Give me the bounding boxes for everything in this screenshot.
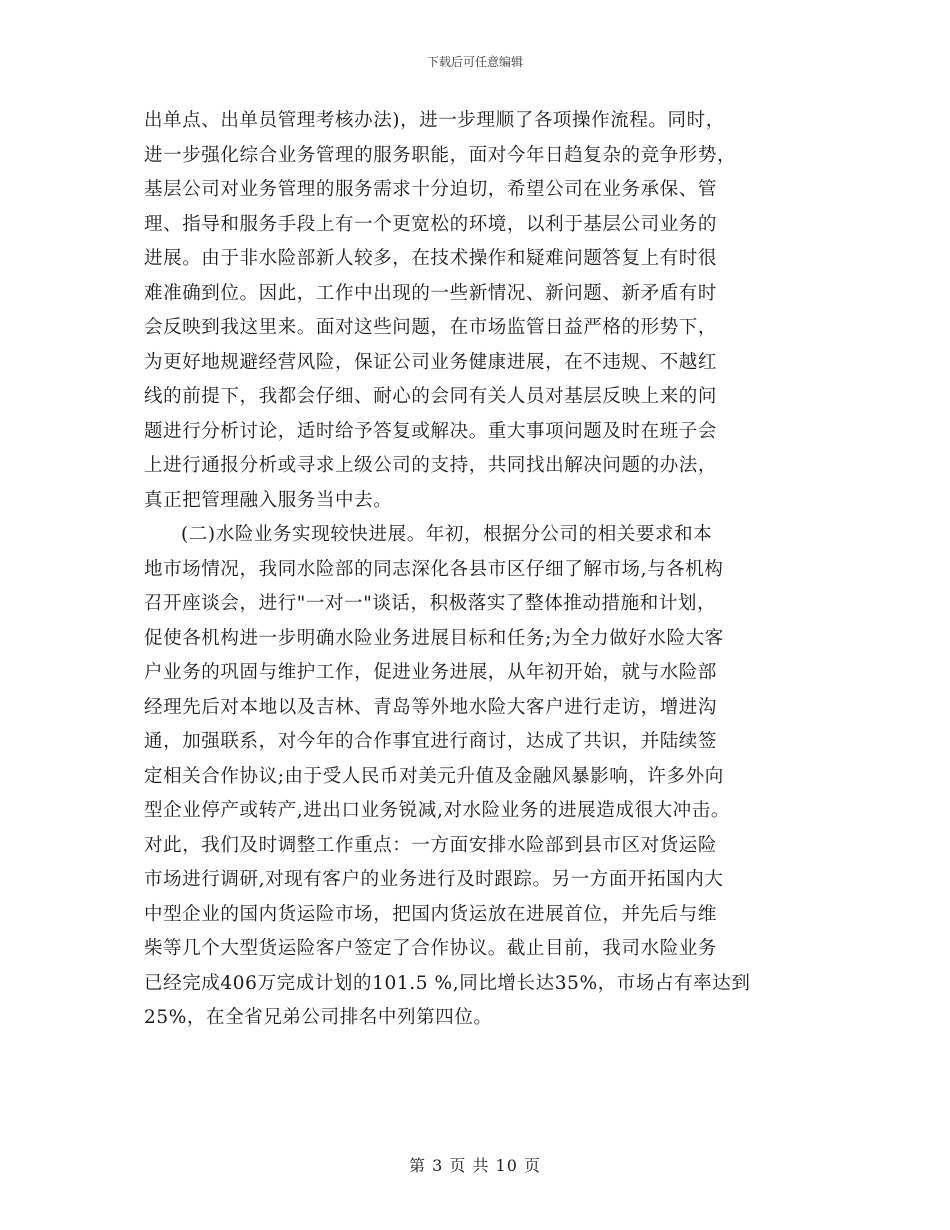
text-line: 经理先后对本地以及吉林、青岛等外地水险大客户进行走访，增进沟 xyxy=(144,696,718,718)
text-line: 对此，我们及时调整工作重点：一方面安排水险部到县市区对货运险 xyxy=(144,834,718,856)
text-line: 促使各机构进一步明确水险业务进展目标和任务;为全力做好水险大客 xyxy=(144,627,724,649)
text-line: 柴等几个大型货运险客户签定了合作协议。截止目前，我司水险业务 xyxy=(144,938,718,959)
text-line: 进一步强化综合业务管理的服务职能，面对今年日趋复杂的竞争形势， xyxy=(144,144,737,166)
text-line: 基层公司对业务管理的服务需求十分迫切，希望公司在业务承保、管 xyxy=(144,179,718,200)
text-line: 上进行通报分析或寻求上级公司的支持，共同找出解决问题的办法， xyxy=(144,455,718,476)
text-line: 真正把管理融入服务当中去。 xyxy=(144,489,393,511)
text-line: 25%，在全省兄弟公司排名中列第四位。 xyxy=(144,1007,493,1028)
text-line: 为更好地规避经营风险，保证公司业务健康进展，在不违规、不越红 xyxy=(144,351,718,373)
text-line: 出单点、出单员管理考核办法)，进一步理顺了各项操作流程。同时， xyxy=(144,110,725,131)
text-line: 会反映到我这里来。面对这些问题，在市场监管日益严格的形势下， xyxy=(144,317,718,338)
text-line: 召开座谈会，进行"一对一"谈话，积极落实了整体推动措施和计划， xyxy=(144,593,717,614)
text-line: 地市场情况，我同水险部的同志深化各县市区仔细了解市场,与各机构 xyxy=(144,558,724,580)
text-line: 理、指导和服务手段上有一个更宽松的环境，以利于基层公司业务的 xyxy=(144,213,718,235)
text-line: 进展。由于非水险部新人较多，在技术操作和疑难问题答复上有时很 xyxy=(144,248,718,269)
text-line: 户业务的巩固与维护工作，促进业务进展，从年初开始，就与水险部 xyxy=(144,662,718,683)
text-line: 型企业停产或转产,进出口业务锐减,对水险业务的进展造成很大冲击。 xyxy=(144,800,730,821)
section-heading-line: (二)水险业务实现较快进展。年初，根据分公司的相关要求和本 xyxy=(181,524,713,545)
text-line: 定相关合作协议;由于受人民币对美元升值及金融风暴影响，许多外向 xyxy=(144,765,724,787)
document-body xyxy=(144,104,809,1036)
text-line: 中型企业的国内货运险市场，把国内货运放在进展首位，并先后与维 xyxy=(144,903,718,925)
text-line: 已经完成406万完成计划的101.5 %,同比增长达35%，市场占有率达到 xyxy=(144,972,751,994)
text-line: 通，加强联系，对今年的合作事宜进行商讨，达成了共识，并陆续签 xyxy=(144,731,718,752)
page-footer: 第 3 页 共 10 页 xyxy=(409,1156,541,1175)
text-line: 线的前提下，我都会仔细、耐心的会同有关人员对基层反映上来的问 xyxy=(144,386,718,407)
text-line: 难准确到位。因此，工作中出现的一些新情况、新问题、新矛盾有时 xyxy=(144,282,718,304)
page-header: 下载后可任意编辑 xyxy=(426,55,523,69)
text-line: 题进行分析讨论，适时给予答复或解决。重大事项问题及时在班子会 xyxy=(144,420,718,442)
text-line: 市场进行调研,对现有客户的业务进行及时跟踪。另一方面开拓国内大 xyxy=(144,869,724,890)
